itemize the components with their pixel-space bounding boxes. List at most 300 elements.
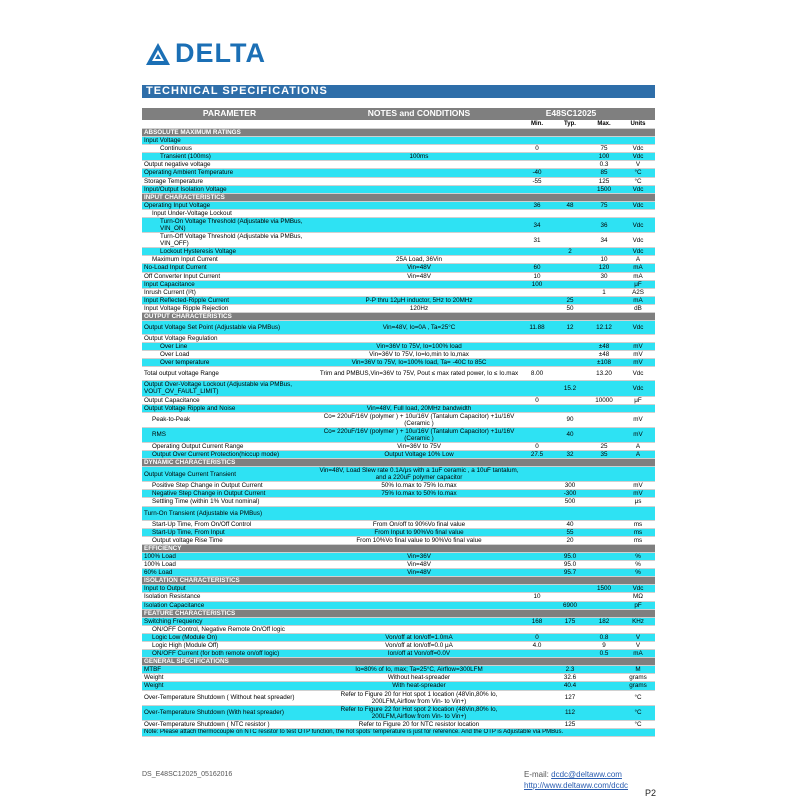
spec-row [142, 359, 655, 367]
typ-cell [553, 256, 587, 264]
max-cell: 10000 [587, 396, 621, 404]
param-cell: Weight [142, 674, 317, 682]
units-cell: mA [621, 272, 655, 280]
typ-cell: 95.0 [553, 561, 587, 569]
email-link[interactable]: dcdc@deltaww.com [551, 770, 622, 779]
min-cell [521, 682, 553, 690]
notes-cell: Trim and PMBUS,Vin=36V to 75V, Pout ≤ max rated power, Io ≤ Io.max [317, 367, 521, 381]
param-cell: RMS [142, 427, 317, 442]
notes-cell: 50% Io.max to 75% Io.max [317, 482, 521, 490]
min-cell: 10 [521, 593, 553, 601]
typ-cell: 12 [553, 321, 587, 335]
spec-row [142, 442, 655, 450]
spec-row [142, 381, 655, 396]
units-cell: M [621, 666, 655, 674]
min-cell: -55 [521, 177, 553, 185]
typ-cell: 95.7 [553, 569, 587, 577]
max-cell: 30 [587, 272, 621, 280]
max-cell: 1 [587, 288, 621, 296]
param-cell: Settling Time (within 1% Vout nominal) [142, 498, 317, 506]
notes-cell: 75% Io.max to 50% Io.max [317, 490, 521, 498]
min-cell [521, 666, 553, 674]
min-cell [521, 482, 553, 490]
section-header-row [142, 609, 655, 617]
max-cell [587, 467, 621, 482]
max-cell [587, 427, 621, 442]
max-cell [587, 520, 621, 528]
units-cell: °C [621, 720, 655, 728]
min-cell: 100 [521, 280, 553, 288]
units-cell: mV [621, 359, 655, 367]
notes-cell [317, 288, 521, 296]
notes-cell: Output Voltage 10% Low [317, 451, 521, 459]
typ-cell: -300 [553, 490, 587, 498]
max-cell [587, 296, 621, 304]
param-cell: Over-Temperature Shutdown ( NTC resistor ) [142, 720, 317, 728]
notes-cell [317, 169, 521, 177]
notes-cell: From On/off to 90%Vo final value [317, 520, 521, 528]
website-link[interactable]: http://www.deltaww.com/dcdc [524, 781, 629, 790]
min-cell: 36 [521, 201, 553, 209]
param-cell: Start-Up Time, From On/Off Control [142, 520, 317, 528]
spec-row [142, 427, 655, 442]
max-cell [587, 506, 621, 520]
email-label: E-mail: [524, 770, 552, 779]
notes-cell: Vin=36V to 75V, Io=lo,min to lo,max [317, 351, 521, 359]
units-cell: mV [621, 482, 655, 490]
header-parameter: PARAMETER [142, 108, 317, 120]
param-cell: MTBF [142, 666, 317, 674]
section-header-row [142, 577, 655, 585]
units-cell: μs [621, 498, 655, 506]
typ-cell: 175 [553, 617, 587, 625]
spec-row [142, 233, 655, 248]
units-cell: ms [621, 528, 655, 536]
min-cell [521, 552, 553, 560]
max-cell [587, 412, 621, 427]
max-cell: 36 [587, 218, 621, 233]
notes-cell [317, 506, 521, 520]
max-cell: 1500 [587, 585, 621, 593]
spec-row [142, 705, 655, 720]
min-cell [521, 506, 553, 520]
units-cell: μF [621, 280, 655, 288]
param-cell: Input Capacitance [142, 280, 317, 288]
units-cell: °C [621, 705, 655, 720]
spec-row [142, 396, 655, 404]
param-cell: Input Reflected-Ripple Current [142, 296, 317, 304]
param-cell: Input/Output Isolation Voltage [142, 185, 317, 193]
min-cell: 8.00 [521, 367, 553, 381]
notes-cell: Io=80% of Io, max; Ta=25°C, Airflow=300LFM [317, 666, 521, 674]
typ-cell: 90 [553, 412, 587, 427]
spec-row [142, 601, 655, 609]
min-cell [521, 209, 553, 217]
param-cell: Output Over-Voltage Lockout (Adjustable via PMBus, VOUT_OV_FAULT_LIMIT) [142, 381, 317, 396]
min-cell [521, 153, 553, 161]
units-cell [621, 335, 655, 343]
min-cell [521, 296, 553, 304]
min-cell: 0 [521, 145, 553, 153]
spec-row [142, 528, 655, 536]
spec-row [142, 633, 655, 641]
param-cell: Turn-On Voltage Threshold (Adjustable via PMBus, VIN_ON) [142, 218, 317, 233]
section-title: FEATURE CHARACTERISTICS [142, 609, 655, 617]
spec-row [142, 209, 655, 217]
spec-row [142, 145, 655, 153]
typ-cell: 112 [553, 705, 587, 720]
section-header-row [142, 544, 655, 552]
section-header-row [142, 129, 655, 137]
min-cell [521, 137, 553, 145]
param-cell: Turn-Off Voltage Threshold (Adjustable via PMBus, VIN_OFF) [142, 233, 317, 248]
spec-row [142, 351, 655, 359]
param-cell: Over temperature [142, 359, 317, 367]
max-cell [587, 552, 621, 560]
spec-table [142, 108, 655, 737]
min-cell: 31 [521, 233, 553, 248]
spec-row [142, 185, 655, 193]
typ-cell: 25 [553, 296, 587, 304]
param-cell: Logic High (Module Off) [142, 641, 317, 649]
max-cell [587, 690, 621, 705]
typ-cell [553, 404, 587, 412]
spec-row [142, 569, 655, 577]
param-cell: Maximum Input Current [142, 256, 317, 264]
units-cell: Vdc [621, 585, 655, 593]
param-cell: Transient (100ms) [142, 153, 317, 161]
notes-cell: Vin=48V, Full load, 20MHz bandwidth [317, 404, 521, 412]
param-cell: Isolation Resistance [142, 593, 317, 601]
max-cell: 120 [587, 264, 621, 272]
max-cell: 75 [587, 201, 621, 209]
units-cell: % [621, 552, 655, 560]
min-cell [521, 536, 553, 544]
section-banner: TECHNICAL SPECIFICATIONS [142, 85, 655, 98]
notes-cell: Co= 220uF/16V (polymer ) + 10u/16V (Tantalum Capacitor) +1u/16V (Ceramic ) [317, 427, 521, 442]
units-cell [621, 467, 655, 482]
param-cell: Input Voltage Ripple Rejection [142, 304, 317, 312]
notes-cell: Von/off at Ion/off=1.0mA [317, 633, 521, 641]
spec-row [142, 593, 655, 601]
spec-row [142, 367, 655, 381]
typ-cell: 15.2 [553, 381, 587, 396]
notes-cell [317, 601, 521, 609]
param-cell: Off Converter Input Current [142, 272, 317, 280]
notes-cell [317, 177, 521, 185]
typ-cell: 40.4 [553, 682, 587, 690]
units-cell: A [621, 256, 655, 264]
spec-sheet [142, 108, 655, 737]
units-cell: Vdc [621, 185, 655, 193]
typ-cell [553, 343, 587, 351]
spec-table-body [142, 129, 655, 729]
min-cell: 4.0 [521, 641, 553, 649]
typ-cell [553, 177, 587, 185]
max-cell: ±108 [587, 359, 621, 367]
max-cell [587, 682, 621, 690]
min-cell [521, 427, 553, 442]
param-cell: Output Capacitance [142, 396, 317, 404]
min-cell [521, 705, 553, 720]
typ-cell: 55 [553, 528, 587, 536]
units-cell: KHz [621, 617, 655, 625]
min-cell [521, 404, 553, 412]
max-cell: 125 [587, 177, 621, 185]
param-cell: Start-Up Time, From Input [142, 528, 317, 536]
spec-row [142, 280, 655, 288]
param-cell: Output voltage Rise Time [142, 536, 317, 544]
max-cell: 182 [587, 617, 621, 625]
typ-cell [553, 467, 587, 482]
spec-row [142, 552, 655, 560]
typ-cell [553, 367, 587, 381]
typ-cell [553, 137, 587, 145]
units-cell: mV [621, 412, 655, 427]
notes-cell: Refer to Figure 22 for Hot spot 2 location (48Vin,80% Io, 200LFM,Airflow from Vin- to Vin+) [317, 705, 521, 720]
spec-row [142, 625, 655, 633]
max-cell: 85 [587, 169, 621, 177]
notes-cell: From 10%Vo final value to 90%Vo final value [317, 536, 521, 544]
notes-cell: Without heat-spreader [317, 674, 521, 682]
notes-cell: 120Hz [317, 304, 521, 312]
max-cell: 34 [587, 233, 621, 248]
notes-cell: Vin=48V, Io=0A , Ta=25°C [317, 321, 521, 335]
notes-cell [317, 498, 521, 506]
min-cell [521, 528, 553, 536]
section-title: DYNAMIC CHARACTERISTICS [142, 459, 655, 467]
max-cell [587, 209, 621, 217]
typ-cell: 95.0 [553, 552, 587, 560]
min-cell [521, 720, 553, 728]
spec-row [142, 153, 655, 161]
section-title: EFFICIENCY [142, 544, 655, 552]
table-header [142, 108, 655, 120]
spec-row [142, 404, 655, 412]
notes-cell [317, 233, 521, 248]
units-cell: mV [621, 427, 655, 442]
typ-cell: 127 [553, 690, 587, 705]
notes-cell: Vin=48V [317, 561, 521, 569]
param-cell: Output Voltage Set Point (Adjustable via PMBus) [142, 321, 317, 335]
param-cell: Continuous [142, 145, 317, 153]
spec-row [142, 498, 655, 506]
notes-cell: Vin=36V to 75V, Io=100% load [317, 343, 521, 351]
spec-row [142, 490, 655, 498]
units-cell: V [621, 161, 655, 169]
notes-cell: 100ms [317, 153, 521, 161]
param-cell: Negative Step Change in Output Current [142, 490, 317, 498]
typ-cell [553, 185, 587, 193]
param-cell: Lockout Hysteresis Voltage [142, 248, 317, 256]
units-cell: % [621, 561, 655, 569]
units-cell [621, 137, 655, 145]
max-cell: ±48 [587, 343, 621, 351]
delta-triangle-icon [145, 42, 171, 66]
note-row [142, 728, 655, 736]
param-cell: Peak-to-Peak [142, 412, 317, 427]
notes-cell: Vin=36V to 75V, Io=100% load, Ta= -40C to 85C [317, 359, 521, 367]
param-cell: Isolation Capacitance [142, 601, 317, 609]
email-line [524, 769, 628, 780]
min-cell: 60 [521, 264, 553, 272]
notes-cell [317, 185, 521, 193]
min-cell: 11.88 [521, 321, 553, 335]
max-cell: 35 [587, 451, 621, 459]
param-cell: Positive Step Change in Output Current [142, 482, 317, 490]
units-cell: ms [621, 536, 655, 544]
typ-cell: 32 [553, 451, 587, 459]
max-cell [587, 705, 621, 720]
max-cell: 1500 [587, 185, 621, 193]
min-cell [521, 412, 553, 427]
param-cell: ON/OFF Control, Negative Remote On/Off logic [142, 625, 317, 633]
header-units: Units [621, 120, 655, 129]
units-cell: Vdc [621, 367, 655, 381]
header-min: Min. [521, 120, 553, 129]
header-max: Max. [587, 120, 621, 129]
units-cell: Vdc [621, 233, 655, 248]
units-cell: mV [621, 351, 655, 359]
notes-cell: Co= 220uF/16V (polymer ) + 10u/16V (Tantalum Capacitor) +1u/16V (Ceramic ) [317, 412, 521, 427]
min-cell [521, 161, 553, 169]
max-cell [587, 536, 621, 544]
notes-cell: Ion/off at Von/off=0.0V [317, 650, 521, 658]
max-cell [587, 561, 621, 569]
param-cell: No-Load Input Current [142, 264, 317, 272]
param-cell: Over-Temperature Shutdown ( Without heat spreader) [142, 690, 317, 705]
min-cell [521, 335, 553, 343]
units-cell: μF [621, 396, 655, 404]
min-cell [521, 674, 553, 682]
min-cell: 34 [521, 218, 553, 233]
typ-cell [553, 264, 587, 272]
typ-cell [553, 288, 587, 296]
spec-row [142, 412, 655, 427]
units-cell: Vdc [621, 218, 655, 233]
units-cell: Vdc [621, 321, 655, 335]
typ-cell [553, 396, 587, 404]
max-cell: 0.3 [587, 161, 621, 169]
min-cell [521, 359, 553, 367]
typ-cell: 40 [553, 520, 587, 528]
notes-cell [317, 335, 521, 343]
units-cell: °C [621, 690, 655, 705]
min-cell [521, 304, 553, 312]
max-cell: 100 [587, 153, 621, 161]
spec-row [142, 272, 655, 280]
units-cell: Vdc [621, 381, 655, 396]
min-cell [521, 569, 553, 577]
units-cell: V [621, 633, 655, 641]
notes-cell: Refer to Figure 20 for Hot spot 1 location (48Vin,80% Io, 200LFM,Airflow from Vin- to Vin+) [317, 690, 521, 705]
spec-row [142, 641, 655, 649]
notes-cell [317, 137, 521, 145]
notes-cell [317, 585, 521, 593]
spec-row [142, 304, 655, 312]
brand-name: DELTA [175, 38, 266, 68]
max-cell [587, 335, 621, 343]
max-cell [587, 601, 621, 609]
param-cell: Operating Ambient Temperature [142, 169, 317, 177]
param-cell: Weight [142, 682, 317, 690]
notes-cell [317, 145, 521, 153]
max-cell: ±48 [587, 351, 621, 359]
param-cell: Storage Temperature [142, 177, 317, 185]
notes-cell [317, 248, 521, 256]
units-cell: % [621, 569, 655, 577]
max-cell [587, 666, 621, 674]
spec-row [142, 161, 655, 169]
typ-cell [553, 218, 587, 233]
min-cell [521, 585, 553, 593]
units-cell: MΩ [621, 593, 655, 601]
spec-row [142, 666, 655, 674]
min-cell [521, 248, 553, 256]
page-number: P2 [645, 788, 657, 798]
spec-row [142, 536, 655, 544]
notes-cell: P-P thru 12μH inductor, 5Hz to 20MHz [317, 296, 521, 304]
min-cell [521, 467, 553, 482]
typ-cell [553, 233, 587, 248]
typ-cell [553, 145, 587, 153]
param-cell: Output negative voltage [142, 161, 317, 169]
param-cell: Input to Output [142, 585, 317, 593]
units-cell: grams [621, 682, 655, 690]
spec-row [142, 506, 655, 520]
min-cell [521, 561, 553, 569]
typ-cell [553, 153, 587, 161]
header-notes: NOTES and CONDITIONS [317, 108, 521, 120]
notes-cell [317, 625, 521, 633]
notes-cell: Vin=48V [317, 264, 521, 272]
param-cell: Operating Output Current Range [142, 442, 317, 450]
section-title: GENERAL SPECIFICATIONS [142, 658, 655, 666]
min-cell: 168 [521, 617, 553, 625]
max-cell [587, 248, 621, 256]
notes-cell [317, 381, 521, 396]
spec-row [142, 650, 655, 658]
param-cell: Turn-On Transient (Adjustable via PMBus) [142, 506, 317, 520]
min-cell [521, 490, 553, 498]
spec-row [142, 674, 655, 682]
notes-cell: 25A Load, 36Vin [317, 256, 521, 264]
notes-cell [317, 396, 521, 404]
document-id: DS_E48SC12025_05162016 [142, 771, 233, 778]
param-cell: Output Voltage Current Transient [142, 467, 317, 482]
notes-cell: Vin=48V [317, 569, 521, 577]
spec-row [142, 288, 655, 296]
typ-cell: 125 [553, 720, 587, 728]
section-header-row [142, 312, 655, 320]
spec-row [142, 617, 655, 625]
min-cell: -40 [521, 169, 553, 177]
spec-row [142, 690, 655, 705]
spec-row [142, 451, 655, 459]
notes-cell: With heat-spreader [317, 682, 521, 690]
typ-cell [553, 280, 587, 288]
units-cell: Vdc [621, 145, 655, 153]
spec-row [142, 201, 655, 209]
max-cell [587, 625, 621, 633]
spec-row [142, 482, 655, 490]
notes-cell [317, 280, 521, 288]
param-cell: Total output voltage Range [142, 367, 317, 381]
min-cell [521, 690, 553, 705]
max-cell: 12.12 [587, 321, 621, 335]
units-cell: °C [621, 177, 655, 185]
min-cell [521, 625, 553, 633]
